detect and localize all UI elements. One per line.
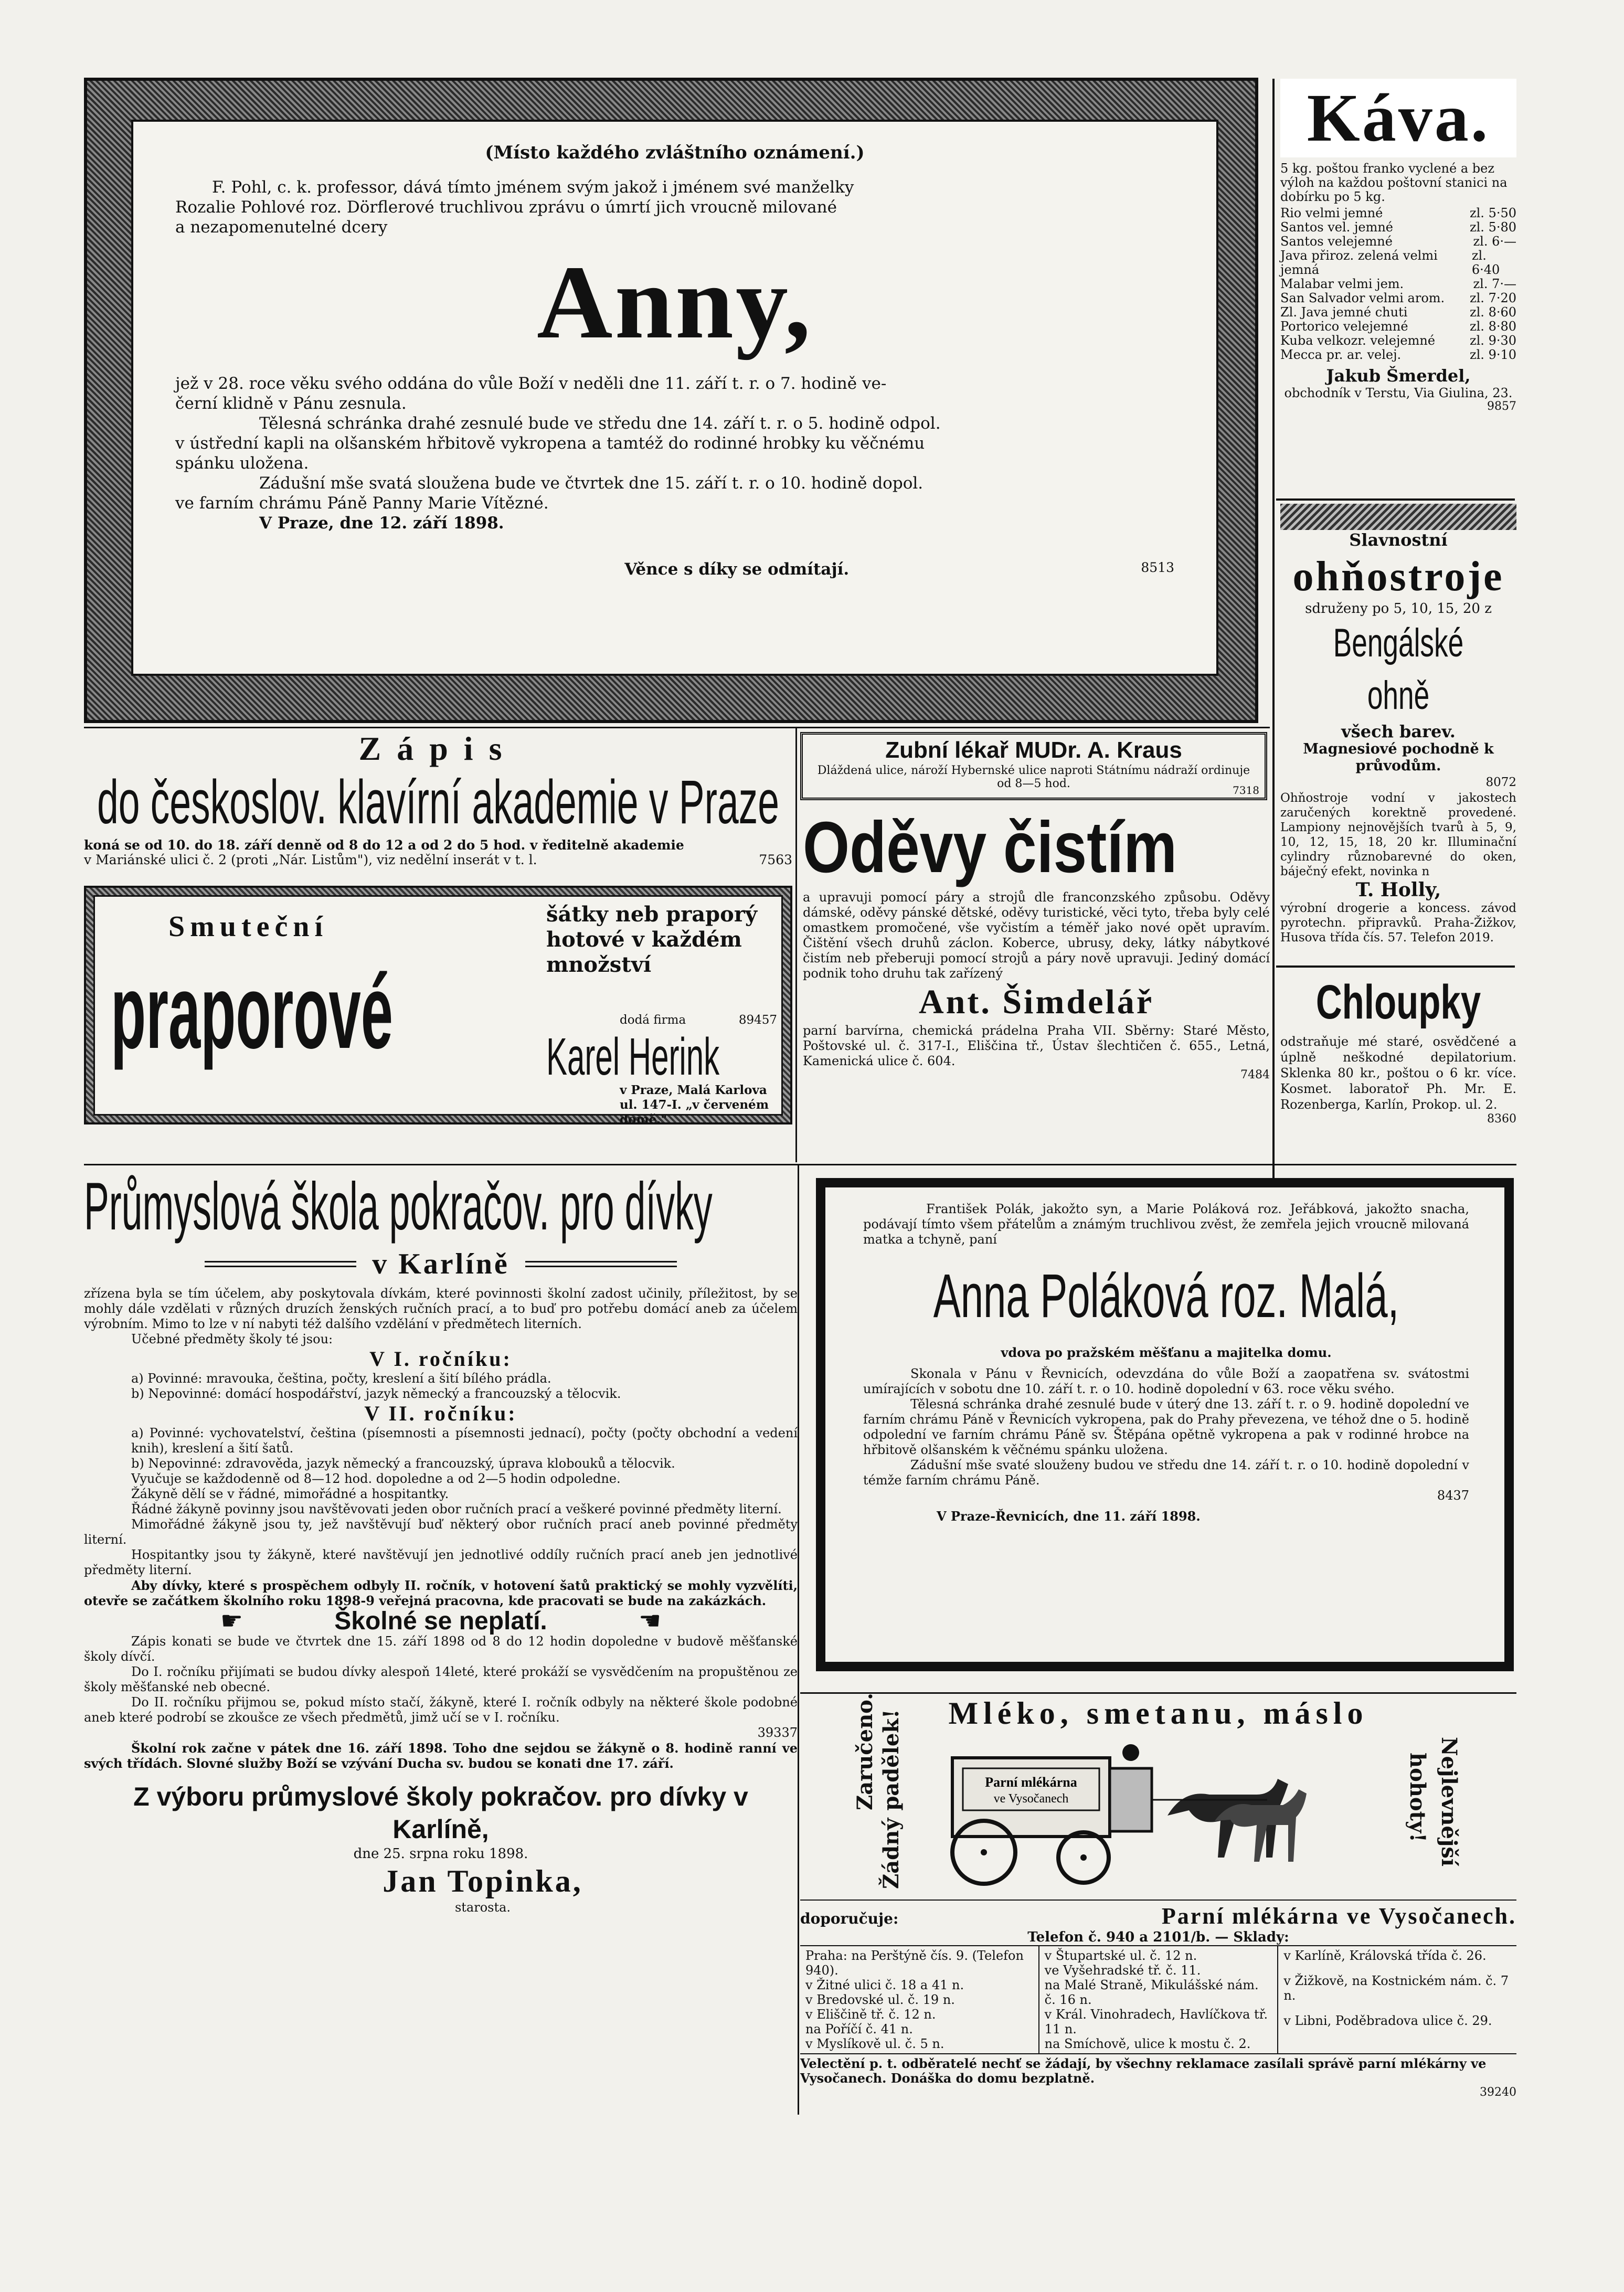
coffee-price-row: Kuba velkozr. velejemné zl. 9·30 <box>1280 333 1516 348</box>
school-year-1-b: b) Nepovinné: domácí hospodářství, jazyk německý a francouzský a tělocvik. <box>131 1386 621 1401</box>
dentist-ad <box>800 732 1267 800</box>
polak-code: 8437 <box>1437 1488 1469 1503</box>
top-notice-body-4: v ústřední kapli na olšanském hřbitově vykropena a tamtéž do rodinné hrobky ku věčnému <box>175 434 925 453</box>
flags-supplier-label: dodá firma <box>620 1013 686 1027</box>
divider <box>1276 965 1515 968</box>
fireworks-line-6: Magnesiové pochodně k průvodům. <box>1303 741 1494 774</box>
dairy-recommend-name: Parní mlékárna ve Vysočanech. <box>1161 1903 1516 1929</box>
top-notice-body-5: spánku uložena. <box>175 454 309 473</box>
flags-heading: Smuteční <box>168 910 328 943</box>
cart-text-1: Parní mlékárna <box>985 1775 1077 1790</box>
coffee-ad <box>1280 79 1516 493</box>
fireworks-banner <box>1280 504 1516 550</box>
polak-body-3: Zádušní mše svaté slouženy budou ve středu dne 14. září t. r. o 10. hodině dopolední v témže farním chrámu Páně. <box>863 1458 1469 1488</box>
school-code: 39337 <box>757 1725 798 1740</box>
school-from: Z výboru průmyslové školy pokračov. pro dívky v Karlíně, <box>133 1782 748 1844</box>
dairy-right-vertical-2: hohoty! <box>1405 1753 1430 1842</box>
fireworks-line-4: Bengálské ohně <box>1333 621 1464 718</box>
top-notice-code: 8513 <box>1141 560 1174 575</box>
coffee-price-row: Portorico velejemné zl. 8·80 <box>1280 319 1516 334</box>
cleaning-title: Oděvy čistím <box>803 807 1177 888</box>
school-hours: Vyučuje se každodenně od 8—12 hod. dopoledne a od 2—5 hodin odpoledne. <box>131 1471 621 1486</box>
list-item: v Štupartské ul. č. 12 n. <box>1044 1948 1197 1963</box>
dentist-address: Dláždená ulice, nároží Hybernské ulice naproti Státnímu nádraží ordinuje od 8—5 hod. <box>817 764 1250 790</box>
list-item: v Myslíkově ul. č. 5 n. <box>805 2036 944 2051</box>
list-item: v Karlíně, Královská třída č. 26. <box>1283 1948 1487 1963</box>
list-item: na Malé Straně, Mikulášské nám. č. 16 n. <box>1044 1978 1259 2007</box>
dairy-footer: Velectění p. t. odběratelé nechť se žádají, by všechny reklamace zasílali správě parní mlékárny ve Vysočanech. Donáška do domu bezplatně. <box>800 2053 1516 2086</box>
divider <box>800 1692 1516 1694</box>
academy-title: do českoslov. klavírní akademie v Praze <box>97 768 779 837</box>
top-notice-body-6: Zádušní mše svatá sloužena bude ve čtvrtek dne 15. září t. r. o 10. hodině dopol. <box>259 474 924 493</box>
dairy-right-vertical-1: Nejlevnější <box>1437 1737 1461 1867</box>
fireworks-text: Ohňostroje vodní v jakostech zaručených korektně provedené. Lampiony nejnovějších tvarů à 5, 9, 10, 12, 15, 18, 20 kr. Illuminační cylindry různobarevné do oken, báječný efekt, novinka n <box>1280 791 1516 878</box>
polak-place-date: V Praze-Řevnicích, dne 11. září 1898. <box>937 1509 1201 1524</box>
dentist-title: Zubní lékař MUDr. A. Kraus <box>885 737 1182 763</box>
polak-notice <box>837 1196 1495 1658</box>
list-item: ve Vyšehradské tř. č. 11. <box>1044 1963 1201 1978</box>
column-rule-mid <box>795 727 797 1162</box>
chloupky-ad <box>1280 971 1516 1181</box>
top-notice-body-7: ve farním chrámu Páně Panny Marie Vítězné. <box>175 494 549 513</box>
coffee-merchant: Jakub Šmerdel, <box>1326 366 1471 386</box>
polak-sub: vdova po pražském měšťanu a majitelka domu. <box>1001 1345 1332 1360</box>
chloupky-title: Chloupky <box>1315 975 1481 1029</box>
top-notice <box>131 120 1218 676</box>
list-item: v Král. Vinohradech, Havlíčkova tř. 11 n. <box>1044 2007 1268 2036</box>
cleaning-code: 7484 <box>1240 1068 1270 1081</box>
school-subtitle: v Karlíně <box>372 1248 510 1280</box>
fireworks-seller: T. Holly, <box>1355 879 1441 901</box>
ornament-right-icon <box>525 1261 677 1267</box>
dairy-branch-col <box>1039 1946 1279 2053</box>
school-p4: Hospitantky jsou ty žákyně, které navštěvují jen jednotlivé oddíly ručních prací aneb jen jednotlivé předměty literní. <box>84 1547 798 1577</box>
academy-text-2: v Mariánské ulici č. 2 (proti „Nár. Listům"), viz nedělní inserát v t. l. <box>84 852 537 867</box>
dairy-code: 39240 <box>1480 2086 1516 2099</box>
top-notice-body-3: Tělesná schránka drahé zesnulé bude ve středu dne 14. září t. r. o 5. hodině odpol. <box>259 414 941 433</box>
school-enroll-3: Do II. ročníku přijmou se, pokud místo stačí, žákyně, které I. ročník odbyly na některé škole podobné aneb které podrobí se zkoušce ze všech předmětů, jimž učí se v I. ročníku. <box>84 1695 798 1725</box>
coffee-price-row: Santos vel. jemné zl. 5·80 <box>1280 220 1516 235</box>
hand-left-icon: ☛ <box>220 1606 243 1636</box>
list-item: v Žižkově, na Kostnickém nám. č. 7 n. <box>1283 1973 1509 2003</box>
top-notice-heading: (Místo každého zvláštního oznámení.) <box>485 142 865 163</box>
list-item: v Žitné ulici č. 18 a 41 n. <box>805 1978 964 1992</box>
coffee-title: Káva. <box>1280 79 1516 157</box>
dairy-left-vertical-1: Zaručeno. <box>853 1692 877 1810</box>
flags-big: praporové <box>111 953 393 1070</box>
top-notice-body-2: černí klidně v Pánu zesnula. <box>175 394 407 413</box>
list-item: v Bredovské ul. č. 19 n. <box>805 1992 955 2007</box>
school-enroll-1: Zápis konati se bude ve čtvrtek dne 15. září 1898 od 8 do 12 hodin dopoledne v budově měšťanské školy dívčí. <box>84 1634 798 1664</box>
school-year-1: V I. ročníku: <box>369 1347 512 1371</box>
cleaning-details: parní barvírna, chemická prádelna Praha VII. Sběrny: Staré Město, Poštovské ul. č. 317-I., Eliščina tř., Ústav šlechtičen č. 655., Letná, Kamenická ulice č. 604. <box>803 1023 1270 1068</box>
academy-text-1: koná se od 10. do 18. září denně od 8 do 12 a od 2 do 5 hod. v ředitelně akademie <box>84 837 684 853</box>
fireworks-line-3: sdruženy po 5, 10, 15, 20 z <box>1305 601 1492 617</box>
dentist-code: 7318 <box>1233 784 1259 797</box>
school-year-2: V II. ročníku: <box>364 1402 517 1425</box>
school-year-1-a: a) Povinné: mravouka, čeština, počty, kreslení a šití bílého prádla. <box>131 1371 551 1386</box>
dairy-title: Mléko, smetanu, máslo <box>948 1696 1368 1731</box>
flags-inner <box>93 895 783 1127</box>
divider <box>1276 498 1515 501</box>
list-item: v Eliščině tř. č. 12 n. <box>805 2007 936 2022</box>
coffee-price-row: Santos velejemné zl. 6·— <box>1280 234 1516 249</box>
school-year-2-a: a) Povinné: vychovatelství, čeština (písemnosti a písemnosti jednací), počty (počty obchodní a vedení knih), kreslení a šití šatů. <box>131 1426 798 1456</box>
chloupky-text: odstraňuje mé staré, osvědčené a úplně neškodné depilatorium. Sklenka 80 kr., poštou o 6 kr. více. Kosmet. laboratoř Ph. Mr. E. Rozenberga, Karlín, Prokop. ul. 2. <box>1280 1034 1516 1112</box>
school-intro: zřízena byla se tím účelem, aby poskytovala dívkám, které povinnosti školní zadost učinily, příležitost, by se mohly dále vzdělati v různých druzích ženských ručních prací, a to buď pro potřebu domácí aneb za účelem výrobním. Mimo to lze v ní nabyti též dalšího vzdělání v předmětech literních. <box>84 1286 798 1331</box>
flags-address: v Praze, Malá Karlova ul. 147-I. „v červeném domě." <box>620 1083 769 1127</box>
list-item: na Poříčí č. 41 n. <box>805 2022 913 2036</box>
school-p1: Žákyně dělí se v řádné, mimořádné a hospitantky. <box>131 1487 449 1501</box>
coffee-price-row: San Salvador velmi arom. zl. 7·20 <box>1280 291 1516 305</box>
fireworks-line-2: ohňostroje <box>1292 554 1504 600</box>
fireworks-line-5: všech barev. <box>1341 721 1456 741</box>
dairy-left-vertical-2: Žádný padělek! <box>879 1709 904 1889</box>
deceased-name: Anny, <box>537 245 813 360</box>
polak-body-2: Tělesná schránka drahé zesnulé bude v úterý dne 13. září t. r. o 9. hodině dopolední ve farním chrámu Páně v Řevnicích vykropena, pak do Prahy převezena, ve téhož dne o 5. hodině odpolední ve farním chrámu Páně sv. Štěpána opětně vykropena a pak v rodinné hrobce na hřbitově olšanském k věčnému spánku uložena. <box>863 1397 1469 1457</box>
school-p3: Mimořádné žákyně jsou ty, jež navštěvují buď některý obor ručních prací aneb povinné předměty literní. <box>84 1517 798 1547</box>
school-fee: Školné se neplatí. <box>334 1607 547 1635</box>
school-role: starosta. <box>454 1900 511 1915</box>
polak-name: Anna Poláková roz. Malá, <box>933 1261 1399 1331</box>
hand-right-icon: ☚ <box>638 1606 661 1636</box>
academy-ad <box>84 730 792 883</box>
coffee-price-list <box>1280 206 1516 362</box>
top-notice-wreaths: Věnce s díky se odmítají. <box>624 560 850 579</box>
coffee-price-row: Malabar velmi jem. zl. 7·— <box>1280 277 1516 291</box>
polak-intro: František Polák, jakožto syn, a Marie Poláková roz. Jeřábková, jakožto snacha, podávají tímto všem přátelům a známým truchlivou zvěst, že zemřela jejich vroucně milovaná matka a tchyně, paní <box>863 1202 1469 1247</box>
coffee-address: obchodník v Terstu, Via Giulina, 23. <box>1284 386 1513 400</box>
top-notice-intro-3: a nezapomenutelné dcery <box>175 218 388 237</box>
chloupky-code: 8360 <box>1487 1112 1516 1126</box>
fireworks-ad <box>1280 504 1516 965</box>
dairy-branch-col <box>800 1946 1039 2053</box>
school-date: dne 25. srpna roku 1898. <box>353 1846 528 1862</box>
school-title: Průmyslová škola pokračov. pro dívky <box>84 1169 713 1244</box>
list-item: Praha: na Perštýně čís. 9. (Telefon 940). <box>805 1948 1024 1978</box>
cleaning-text: a upravuji pomocí páry a strojů dle franconzského způsobu. Oděvy dámské, oděvy pánské dětské, oděvy turistické, věci tyto, třeba byly celé omastkem promočené, vše vyčistím a téměř jako nové opět upravím. Čištění všech druhů záclon. Koberce, ubrusy, deky, látky nábytkové čistím neb přeberuji pomocí strojů a páry nově upravuji. Jediný domácí podnik toho druhu tak zařízený <box>803 890 1270 981</box>
dairy-ad <box>800 1692 1516 2141</box>
flags-right-top: šátky neb praporý hotové v každém množství <box>546 902 758 977</box>
cleaning-ad <box>803 808 1270 1160</box>
coffee-price-row: Zl. Java jemné chuti zl. 8·60 <box>1280 305 1516 320</box>
polak-body-1: Skonala v Pánu v Řevnicích, odevzdána do vůle Boží a zaopatřena sv. svátostmi umírajících v sobotu dne 10. září t. r. o 10. hodině dopolední v 63. roce věku svého. <box>863 1366 1469 1396</box>
cleaning-owner: Ant. Šimdelář <box>919 983 1154 1021</box>
dairy-branch-col <box>1278 1946 1516 2053</box>
top-notice-intro-2: Rozalie Pohlové roz. Dörflerové truchlivou zprávu o úmrtí jich vroucně milované <box>175 198 837 217</box>
school-signer: Jan Topinka, <box>383 1864 583 1898</box>
coffee-price-row: Rio velmi jemné zl. 5·50 <box>1280 206 1516 220</box>
fireworks-code: 8072 <box>1485 776 1516 789</box>
coffee-price-row: Mecca pr. ar. velej. zl. 9·10 <box>1280 347 1516 362</box>
school-p5: Aby dívky, které s prospěchem odbyly II. ročník, v hotovení šatů praktický se mohly vyzvělíti, otevře se začátkem školního roku 1898-9 veřejná pracovna, kde pracovati se bude na zakázkách. <box>84 1578 798 1608</box>
top-notice-place-date: V Praze, dne 12. září 1898. <box>259 514 504 533</box>
top-notice-body-1: jež v 28. roce věku svého oddána do vůle Boží v neděli dne 11. září t. r. o 7. hodině ve- <box>175 374 887 393</box>
school-subjects-label: Učebné předměty školy té jsou: <box>131 1332 333 1346</box>
cart-text-2: ve Vysočanech <box>993 1792 1069 1806</box>
divider <box>84 727 1270 728</box>
girls-school-ad <box>84 1168 798 2138</box>
school-start: Školní rok začne v pátek dne 16. září 1898. Toho dne sejdou se žákyně o 8. hodině ranní ve svých třídách. Slovné služby Boží se vzývání Ducha sv. budou se konati dne 17. září. <box>84 1741 798 1771</box>
flags-code: 89457 <box>738 1013 777 1027</box>
academy-code: 7563 <box>759 852 792 867</box>
list-item: na Smíchově, ulice k mostu č. 2. <box>1044 2036 1251 2051</box>
ornament-left-icon <box>205 1261 356 1267</box>
dairy-cart-illustration <box>942 1737 1309 1894</box>
top-notice-intro-1: F. Pohl, c. k. professor, dává tímto jménem svým jakož i jménem své manželky <box>212 178 854 197</box>
dairy-phone: Telefon č. 940 a 2101/b. — Sklady: <box>800 1929 1516 1946</box>
divider <box>84 1164 1516 1165</box>
fireworks-line-1: Slavnostní <box>1349 530 1448 550</box>
fireworks-seller-info: výrobní drogerie a koncess. závod pyrotechn. připravků. Praha-Žižkov, Husova třída čís. 57. Telefon 2019. <box>1280 901 1516 945</box>
coffee-intro: 5 kg. poštou franko vyclené a bez výloh na každou poštovní stanici na dobírku po 5 kg. <box>1280 161 1508 204</box>
list-item: v Libni, Poděbradova ulice č. 29. <box>1283 2013 1492 2028</box>
school-p2: Řádné žákyně povinny jsou navštěvovati jeden obor ručních prací a veškeré povinné předměty literní. <box>131 1502 782 1516</box>
coffee-price-row: Java přiroz. zelená velmi jemná zl. 6·40 <box>1280 248 1500 277</box>
dairy-recommend-label: doporučuje: <box>800 1910 899 1927</box>
coffee-code: 9857 <box>1487 400 1516 413</box>
academy-heading: Zápis <box>358 730 518 767</box>
school-year-2-b: b) Nepovinné: zdravověda, jazyk německý a francouzský, úprava klobouků a tělocvik. <box>131 1456 675 1471</box>
column-rule-school <box>798 1165 799 2115</box>
school-enroll-2: Do I. ročníku přijímati se budou dívky alespoň 14leté, které prokáží se vysvědčením na propuštěnou ze školy měšťanské neb obecné. <box>84 1664 798 1694</box>
flags-supplier: Karel Herink <box>546 1027 720 1086</box>
dairy-branches <box>800 1946 1516 2053</box>
column-rule-right <box>1272 79 1275 1181</box>
